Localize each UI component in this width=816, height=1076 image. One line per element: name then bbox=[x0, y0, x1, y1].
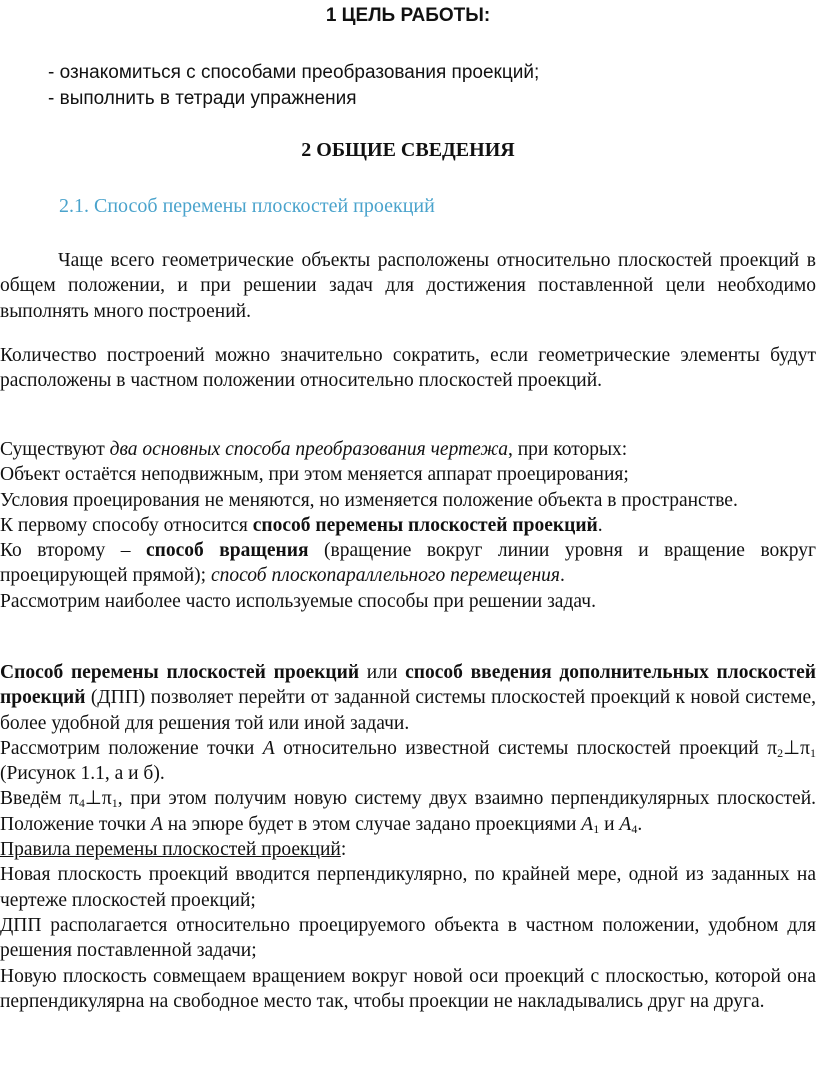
paragraph-method-2: Условия проецирования не меняются, но изменяется положение объекта в пространстве. bbox=[0, 489, 738, 511]
dpp-block bbox=[0, 660, 816, 1014]
goal-item: - ознакомиться с способами преобразования проекций; bbox=[48, 62, 540, 83]
goal-item: - выполнить в тетради упражнения bbox=[48, 88, 357, 109]
paragraph-point-a: Рассмотрим положение точки A относительно известной системы плоскостей проекций $\pi_2\perp\pi_1$ (Рисунок 1.1, а и б). bbox=[0, 737, 816, 785]
rule-item: ДПП располагается относительно проецируемого объекта в частном положении, удобном для решения поставленной задачи; bbox=[0, 914, 816, 962]
paragraph-consider: Рассмотрим наиболее часто используемые способы при решении задач. bbox=[0, 590, 596, 612]
rule-item: Новую плоскость совмещаем вращением вокруг новой оси проекций с плоскостью, которой она перпендикулярна на свободное место так, чтобы проекции не накладывались друг на друга. bbox=[0, 965, 816, 1012]
rules-heading: Правила перемены плоскостей проекций: bbox=[0, 839, 347, 861]
paragraph-intro: Чаще всего геометрические объекты расположены относительно плоскостей проекций в общем положении, и при решении задач для достижения поставленной цели необходимо выполнять много построений. bbox=[0, 250, 816, 322]
paragraph-new-plane: Введём $\pi_4\perp\pi_1$, при этом получим новую систему двух взаимно перпендикулярных плоскостей. Положение точки A на эпюре будет в этом случае задано проекциями $A_1$ и $A_4$. bbox=[0, 788, 816, 836]
rule-item: Новая плоскость проекций вводится перпендикулярно, по крайней мере, одной из заданных на чертеже плоскостей проекций; bbox=[0, 864, 816, 911]
paragraph-methods-intro: Существуют два основных способа преобразования чертежа, при которых: bbox=[0, 439, 628, 460]
paragraph-second-method: Ко второму – способ вращения (вращение вокруг линии уровня и вращение вокруг проецирующей прямой); способ плоскопараллельного перемещения. bbox=[0, 540, 816, 587]
paragraph-dpp-definition: Способ перемены плоскостей проекций или способ введения дополнительных плоскостей проекций (ДПП) позволяет перейти от заданной системы плоскостей проекций к новой системе, более удобной для решения той или иной задачи. bbox=[0, 662, 816, 734]
section-heading-goal: 1 ЦЕЛЬ РАБОТЫ: bbox=[325, 5, 491, 26]
methods-block bbox=[0, 437, 816, 614]
paragraph-method-1: Объект остаётся неподвижным, при этом меняется аппарат проецирования; bbox=[0, 464, 629, 486]
paragraph-first-method: К первому способу относится способ перемены плоскостей проекций. bbox=[0, 514, 603, 536]
subsection-heading: 2.1. Способ перемены плоскостей проекций bbox=[59, 195, 435, 217]
paragraph-reduction: Количество построений можно значительно сократить, если геометрические элементы будут расположены в частном положении относительно плоскостей проекций. bbox=[0, 345, 816, 392]
section-heading-general: 2 ОБЩИЕ СВЕДЕНИЯ bbox=[301, 139, 515, 161]
